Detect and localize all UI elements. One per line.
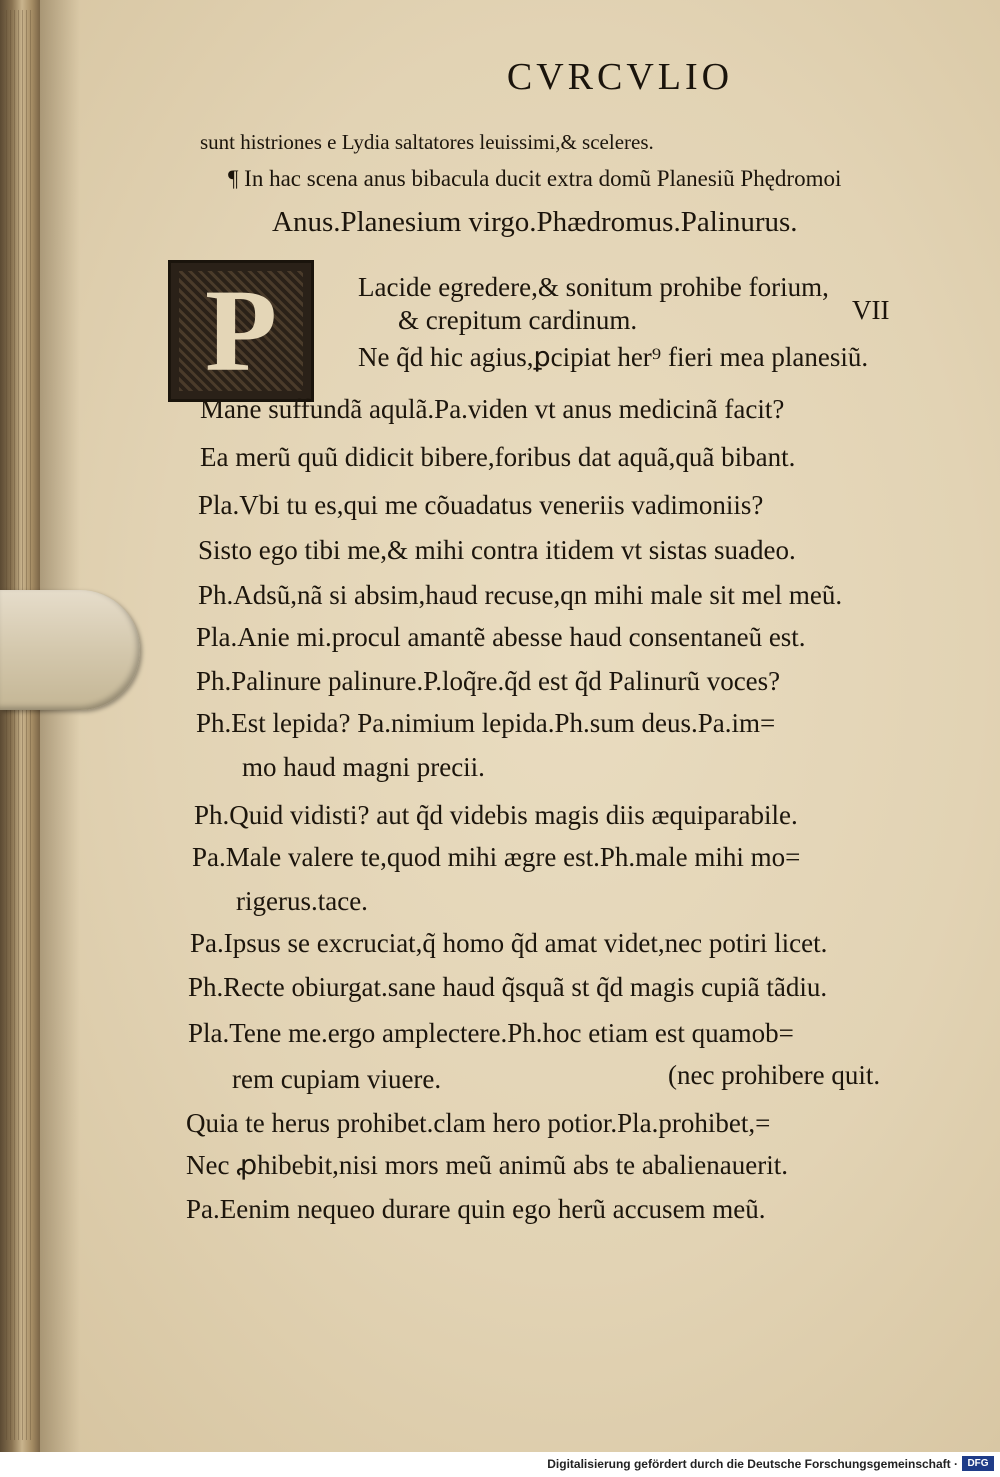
decorated-initial (168, 260, 314, 402)
text-line: Ph.Palinure palinure.P.loq̃re.q̃d est q̃d Palinurũ voces? (196, 666, 781, 696)
text-line: Nec ꝓhibebit,nisi mors meũ animũ abs te abalienauerit. (186, 1150, 788, 1180)
text-line: Ph.Recte obiurgat.sane haud q̃squã st q̃d magis cupiã tãdiu. (188, 972, 828, 1002)
scene-note: ¶ In hac scena anus bibacula ducit extra domũ Planesiũ Phędromoi (228, 166, 842, 191)
text-line: rem cupiam viuere. (232, 1064, 442, 1094)
text-line: Lacide egredere,& sonitum prohibe forium, (358, 272, 829, 302)
text-line: Pla.Tene me.ergo amplectere.Ph.hoc etiam est quamob= (188, 1018, 794, 1048)
text-line: Mane suffundã aqulã.Pa.viden vt anus medicinã facit? (200, 394, 785, 424)
text-line: Pa.Eenim nequeo durare quin ego herũ accusem meũ. (186, 1194, 766, 1224)
text-line: Ph.Est lepida? Pa.nimium lepida.Ph.sum deus.Pa.im= (196, 708, 776, 738)
running-header (40, 55, 1000, 99)
page-edges (6, 10, 34, 1440)
text-line: Ne q̃d hic agius,ꝑcipiat her⁹ fieri mea planesiũ. (358, 342, 869, 372)
initial-letter: P (204, 265, 278, 396)
footer-credit: Digitalisierung gefördert durch die Deutsche Forschungsgemeinschaft · (547, 1457, 958, 1471)
book-spine (0, 0, 40, 1452)
text-line: (nec prohibere quit. (668, 1060, 881, 1090)
text-line: mo haud magni precii. (242, 752, 485, 782)
text-line: Ph.Quid vidisti? aut q̃d videbis magis diis æquiparabile. (194, 800, 798, 830)
text-line: sunt histriones e Lydia saltatores leuissimi,& sceleres. (200, 130, 654, 154)
page-clip (0, 590, 140, 710)
text-line: Pla.Vbi tu es,qui me cõuadatus veneriis vadimoniis? (198, 490, 764, 520)
running-header-title: CVRCVLIO (506, 56, 734, 98)
footer-bar (0, 1452, 1000, 1477)
gutter-shadow (40, 0, 80, 1452)
text-line: & crepitum cardinum. (398, 305, 638, 335)
text-line: Pa.Ipsus se excruciat,q̃ homo q̃d amat videt,nec potiri licet. (190, 928, 828, 958)
text-line: rigerus.tace. (236, 886, 368, 916)
text-line: Pla.Anie mi.procul amantẽ abesse haud consentaneũ est. (196, 622, 806, 652)
character-list: Anus.Planesium virgo.Phædromus.Palinurus. (272, 206, 798, 238)
text-line: Sisto ego tibi me,& mihi contra itidem vt sistas suadeo. (198, 535, 796, 565)
dfg-logo: DFG (962, 1456, 994, 1471)
text-line: Quia te herus prohibet.clam hero potior.Pla.prohibet,= (186, 1108, 771, 1138)
text-line: Ph.Adsũ,nã si absim,haud recuse,qn mihi male sit mel meũ. (198, 580, 843, 610)
text-line: Ea merũ quũ didicit bibere,foribus dat aquã,quã bibant. (200, 442, 796, 472)
scene-number: VII (852, 295, 890, 325)
text-line: Pa.Male valere te,quod mihi ægre est.Ph.male mihi mo= (192, 842, 801, 872)
